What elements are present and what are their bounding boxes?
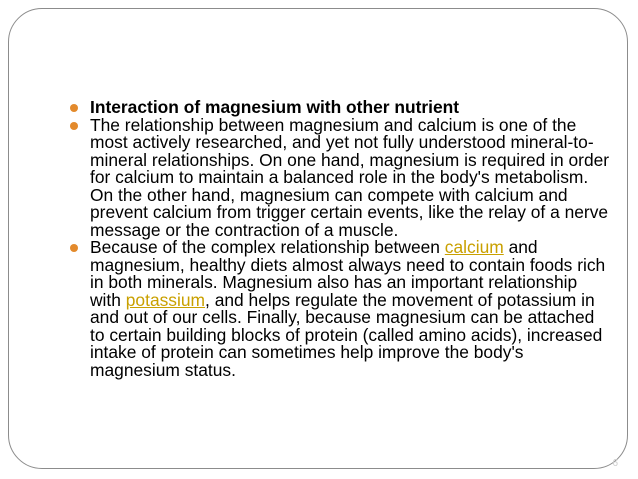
bullet-diet-minerals-text-1: Because of the complex relationship between [90,237,445,257]
slide-content [70,99,610,379]
bullet-diet-minerals-text-3: , and helps regulate the movement of potassium in and out of our cells. Finally, because magnesium can be attached to certain building blocks of protein (called amino acids), increased intake of protein can sometimes help improve the body's magnesium status. [90,289,603,380]
bullet-diet-minerals-text-2: and magnesium, healthy diets almost always need to contain foods rich in both minerals. Magnesium also has an important relationship with [90,237,606,310]
bullet-dot-icon [70,104,78,112]
slide-number: 6 [612,458,618,469]
bullet-calcium-relationship [70,114,610,240]
bullet-calcium-relationship-text: The relationship between magnesium and calcium is one of the most actively researched, and yet not fully understood mineral-to-mineral relationships. On one hand, magnesium is required in order for calcium to maintain a balanced role in the body's metabolism. On the other hand, magnesium can compete with calcium and prevent calcium from trigger certain events, like the relay of a nerve message or the contraction of a muscle. [90,114,610,240]
bullet-dot-icon [70,122,78,130]
potassium-link[interactable]: potassium [125,289,206,310]
bullet-heading-text: Interaction of magnesium with other nutrient [90,97,460,117]
bullet-diet-minerals [70,239,610,379]
bullet-dot-icon [70,244,78,252]
calcium-link[interactable]: calcium [444,237,504,257]
